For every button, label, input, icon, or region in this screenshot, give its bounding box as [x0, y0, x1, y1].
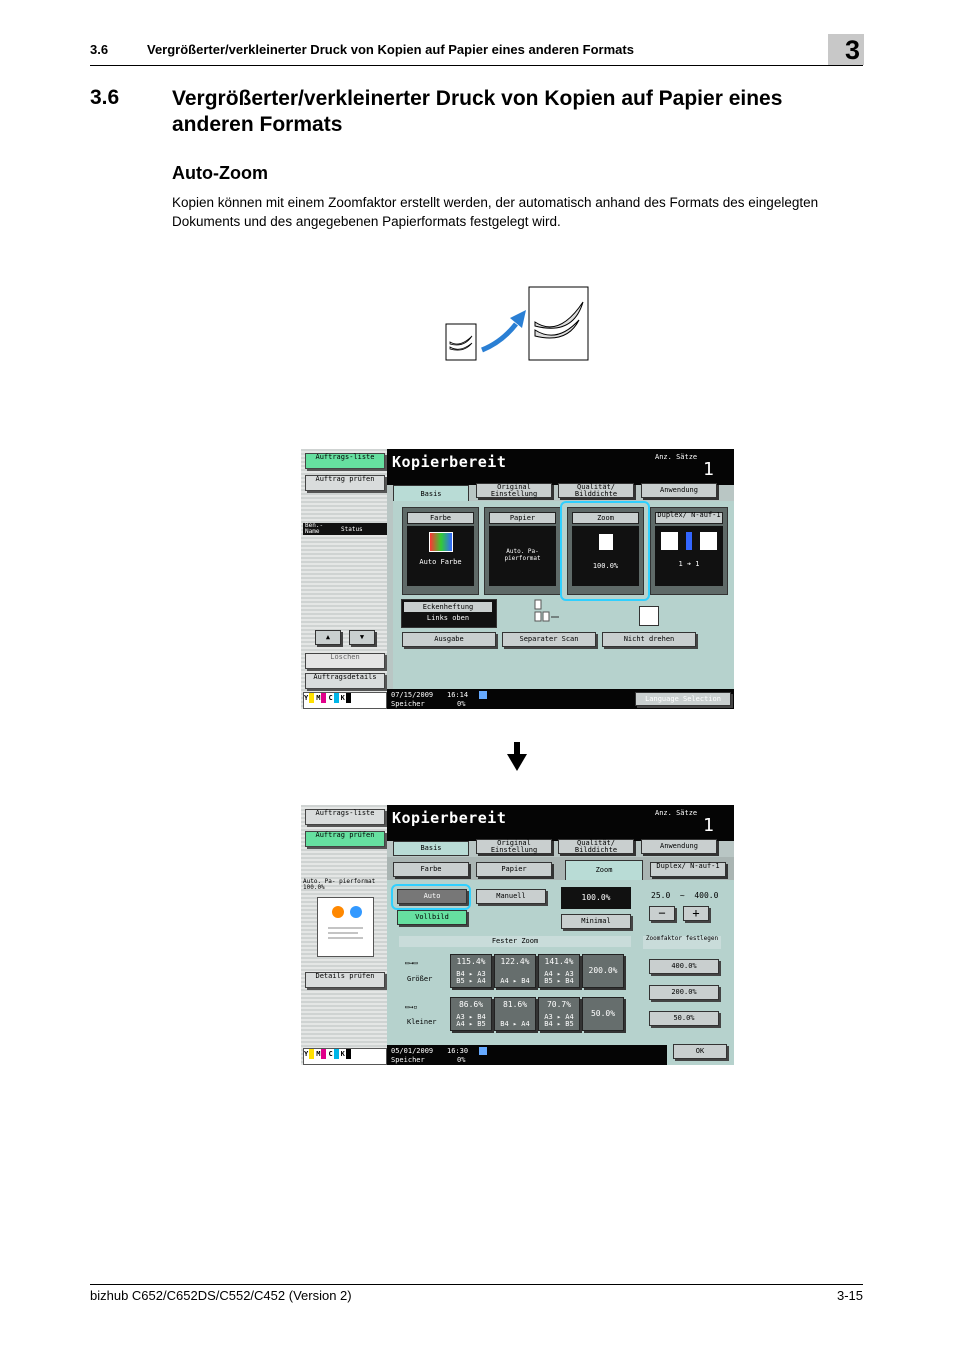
auto-highlight [391, 884, 471, 910]
chapter-badge: 3 [828, 34, 864, 65]
down-arrow-icon [506, 742, 528, 772]
tab-quality-density[interactable]: Qualität/ Bilddichte [558, 483, 634, 498]
tab-original-settings[interactable]: Original Einstellung [476, 839, 552, 854]
title-bar [387, 805, 734, 841]
paper-function-key[interactable] [484, 507, 561, 595]
enlarge-icon: ▭→▭ [405, 959, 418, 967]
check-job-button[interactable]: Auftrag prüfen [305, 475, 385, 491]
reduce-icon: ▭→▫ [405, 1003, 418, 1011]
fixed-zoom-label: Fester Zoom [399, 936, 631, 947]
sets-value: 1 [703, 815, 714, 836]
check-job-button[interactable]: Auftrag prüfen [305, 831, 385, 847]
footer-page-number: 3-15 [836, 1288, 863, 1303]
zoom-label: Zoom [572, 512, 639, 524]
preset-zoom-button[interactable]: 50.0% [649, 1011, 719, 1026]
minimal-button[interactable]: Minimal [561, 914, 631, 929]
separate-scan-button[interactable]: Separater Scan [502, 632, 596, 647]
delete-button[interactable]: Löschen [305, 653, 385, 669]
duplex-icon [661, 532, 717, 550]
auto-zoom-button[interactable]: Auto [397, 889, 467, 904]
footer-rule [90, 1284, 863, 1285]
enlarge-illustration [440, 284, 600, 366]
left-column [301, 449, 387, 709]
header-rule [90, 65, 863, 66]
manual-button[interactable]: Manuell [476, 889, 546, 904]
staple-label: Eckenheftung [404, 602, 492, 612]
zoom-ratio-button[interactable]: 122.4% A4 ▸ B4 [494, 954, 536, 988]
network-icon [479, 691, 487, 699]
paper-value: Auto. Pa- pierformat [489, 526, 556, 586]
time: 16:14 [447, 691, 469, 699]
output-tray-icon [639, 606, 659, 626]
tab-quality-density[interactable]: Qualität/ Bilddichte [558, 839, 634, 854]
duplex-display [655, 526, 723, 586]
arrow-icon [482, 310, 526, 350]
color-image-icon [429, 532, 453, 552]
zoom-ratio-button[interactable]: 86.6% A3 ▸ B4 A4 ▸ B5 [450, 997, 492, 1031]
tab-application[interactable]: Anwendung [641, 483, 717, 498]
staple-position-icon [531, 599, 561, 627]
tab-basis[interactable]: Basis [393, 841, 469, 856]
control-panel-screen-zoom [301, 805, 734, 1065]
increase-button[interactable]: + [683, 906, 709, 921]
date: 07/15/2009 [391, 691, 434, 699]
zoom-ratio-button[interactable]: 115.4% B4 ▸ A3 B5 ▸ A4 [450, 954, 492, 988]
preview-thumbnail [317, 897, 374, 957]
job-details-button[interactable]: Auftragsdetails [305, 673, 385, 689]
toner-indicator: Y M C K [303, 692, 387, 709]
subtab-duplex[interactable]: Duplex/ N-auf-1 [650, 862, 726, 877]
left-column [301, 805, 387, 1065]
decrease-button[interactable]: − [649, 906, 675, 921]
full-image-button[interactable]: Vollbild [397, 910, 467, 925]
sets-label: Anz. Sätze [655, 453, 698, 461]
date: 05/01/2009 [391, 1047, 434, 1055]
sets-value: 1 [703, 459, 714, 480]
header-section-number: 3.6 [90, 42, 109, 57]
job-list-button[interactable]: Auftrags-liste [305, 809, 385, 825]
enlarge-label: Größer [407, 975, 433, 983]
title-bar [387, 449, 734, 485]
footer-model: bizhub C652/C652DS/C552/C452 (Version 2) [90, 1288, 352, 1303]
sets-label: Anz. Sätze [655, 809, 698, 817]
zoom-range: 25.0 ~ 400.0 [651, 891, 719, 900]
subtab-color[interactable]: Farbe [393, 862, 469, 877]
subsection-title: Auto-Zoom [172, 163, 268, 183]
output-button[interactable]: Ausgabe [402, 632, 496, 647]
zoom-ratio-button[interactable]: 141.4% A4 ▸ A3 B5 ▸ B4 [538, 954, 580, 988]
subtab-paper[interactable]: Papier [476, 862, 552, 877]
panel-title: Kopierbereit [392, 809, 507, 827]
intro-paragraph: Kopien können mit einem Zoomfaktor erstellt werden, der automatisch anhand des Formats des eingelegten Dokuments und des angegebenen Papierformats festgelegt wird. [172, 195, 819, 229]
tab-basis[interactable]: Basis [393, 485, 469, 503]
time: 16:30 [447, 1047, 469, 1055]
header-title: Vergrößerter/verkleinerter Druck von Kopien auf Papier eines anderen Formats [147, 42, 634, 57]
duplex-value: 1 ➔ 1 [678, 560, 700, 568]
tab-application[interactable]: Anwendung [641, 839, 717, 854]
reduce-label: Kleiner [407, 1018, 437, 1026]
zoom-ratio-button[interactable]: 70.7% A3 ▸ A4 B4 ▸ B5 [538, 997, 580, 1031]
no-rotate-button[interactable]: Nicht drehen [602, 632, 696, 647]
panel-title: Kopierbereit [392, 453, 507, 471]
job-list-header [303, 523, 387, 535]
large-document-icon [529, 287, 588, 360]
job-list-button[interactable]: Auftrags-liste [305, 453, 385, 469]
toner-indicator: Y M C K [303, 1048, 387, 1065]
staple-value: Links oben [426, 614, 470, 622]
check-details-button[interactable]: Details prüfen [305, 972, 385, 988]
duplex-label: Duplex/ N-auf-1 [655, 512, 723, 524]
language-selection-button[interactable]: Language Selection [635, 692, 731, 706]
memory-value: 0% [457, 1056, 466, 1064]
section-number: 3.6 [90, 86, 120, 109]
preset-zoom-button[interactable]: 200.0% [649, 985, 719, 1000]
set-zoom-label: Zoomfaktor festlegen [643, 936, 721, 949]
control-panel-screen-basis [301, 449, 734, 709]
network-icon [479, 1047, 487, 1055]
memory-label: Speicher [391, 700, 425, 708]
col-name: Ben.-Name [305, 522, 324, 535]
color-display [407, 526, 474, 586]
color-label: Farbe [407, 512, 474, 524]
zoom-value: 100.0% [592, 562, 619, 570]
small-document-icon [446, 324, 476, 360]
tab-original-settings[interactable]: Original Einstellung [476, 483, 552, 498]
paper-label: Papier [489, 512, 556, 524]
paper-zoom-info: Auto. Pa- pierformat 100.0% [303, 878, 376, 891]
zoom-ratio-button[interactable]: 50.0% [582, 997, 624, 1031]
subtab-zoom[interactable]: Zoom [565, 860, 643, 881]
zoom-ratio-button[interactable]: 81.6% B4 ▸ A4 [494, 997, 536, 1031]
memory-value: 0% [457, 700, 466, 708]
memory-label: Speicher [391, 1056, 425, 1064]
scroll-up-button[interactable]: ▲ [315, 630, 341, 645]
staple-key[interactable] [401, 599, 497, 628]
zoom-ratio-button[interactable]: 200.0% [582, 954, 624, 988]
section-title: Vergrößerter/verkleinerter Druck von Kopien auf Papier eines anderen Formats [172, 87, 783, 136]
col-status: Status [341, 526, 363, 533]
color-value: Auto Farbe [419, 558, 462, 566]
ok-button[interactable]: OK [673, 1044, 727, 1059]
preset-zoom-button[interactable]: 400.0% [649, 959, 719, 974]
status-bar [387, 689, 734, 709]
preview-chart-icon [318, 898, 373, 956]
scroll-down-button[interactable]: ▼ [349, 630, 375, 645]
color-function-key[interactable] [402, 507, 479, 595]
duplex-function-key[interactable] [650, 507, 728, 595]
zoom-value-display: 100.0% [561, 887, 631, 909]
zoom-highlight [560, 501, 650, 601]
